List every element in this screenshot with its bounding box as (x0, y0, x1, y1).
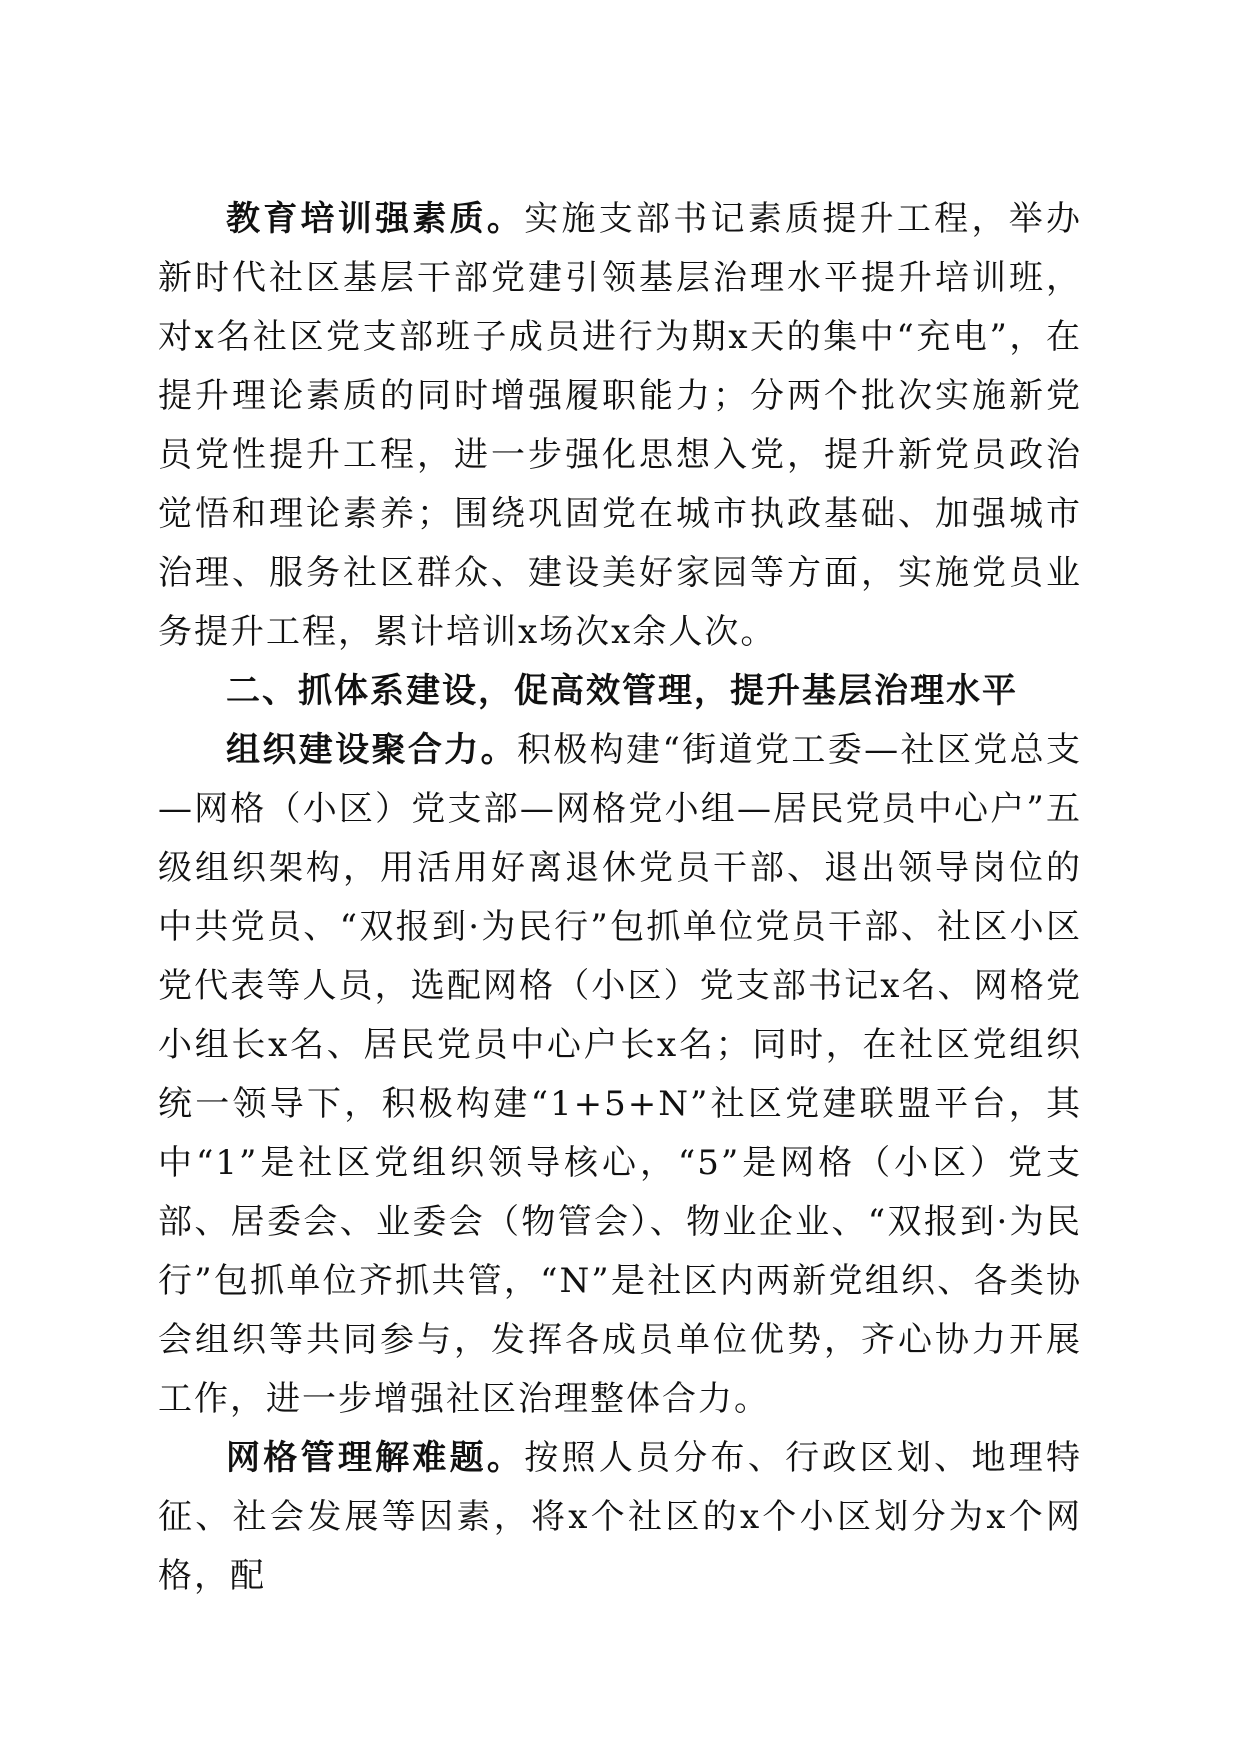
section-heading: 二、抓体系建设，促高效管理，提升基层治理水平 (226, 671, 1018, 711)
paragraph-text: 积极构建“街道党工委—社区党总支—网格（小区）党支部—网格党小组—居民党员中心户”五级组织架构，用活用好离退休党员干部、退出领导岗位的中共党员、“双报到·为民行”包抓单位党员干部、社区小区党代表等人员，选配网格（小区）党支部书记x名、网格党小组长x名、居民党员中心户长x名；同时，在社区党组织统一领导下，积极构建“1+5+N”社区党建联盟平台，其中“1”是社区党组织领导核心，“5”是网格（小区）党支部、居委会、业委会（物管会）、物业企业、“双报到·为民行”包抓单位齐抓共管，“N”是社区内两新党组织、各类协会组织等共同参与，发挥各成员单位优势，齐心协力开展工作，进一步增强社区治理整体合力。 (158, 730, 1082, 1419)
paragraph-text: 按照人员分布、行政区划、地理特征、社会发展等因素，将x个社区的x个小区划分为x个网格，配 (158, 1438, 1083, 1596)
paragraph-lead: 组织建设聚合力。 (226, 730, 517, 770)
paragraph-lead: 网格管理解难题。 (226, 1438, 525, 1478)
paragraph-lead: 教育培训强素质。 (226, 199, 525, 239)
paragraph-text: 实施支部书记素质提升工程，举办新时代社区基层干部党建引领基层治理水平提升培训班，对x名社区党支部班子成员进行为期x天的集中“充电”，在提升理论素质的同时增强履职能力；分两个批次实施新党员党性提升工程，进一步强化思想入党，提升新党员政治觉悟和理论素养；围绕巩固党在城市执政基础、加强城市治理、服务社区群众、建设美好家园等方面，实施党员业务提升工程，累计培训x场次x余人次。 (158, 199, 1083, 652)
paragraph-grid-management (158, 1429, 1082, 1606)
paragraph-organization-building (158, 721, 1082, 1429)
document-body (158, 190, 1082, 1606)
paragraph-education-training (158, 190, 1082, 662)
